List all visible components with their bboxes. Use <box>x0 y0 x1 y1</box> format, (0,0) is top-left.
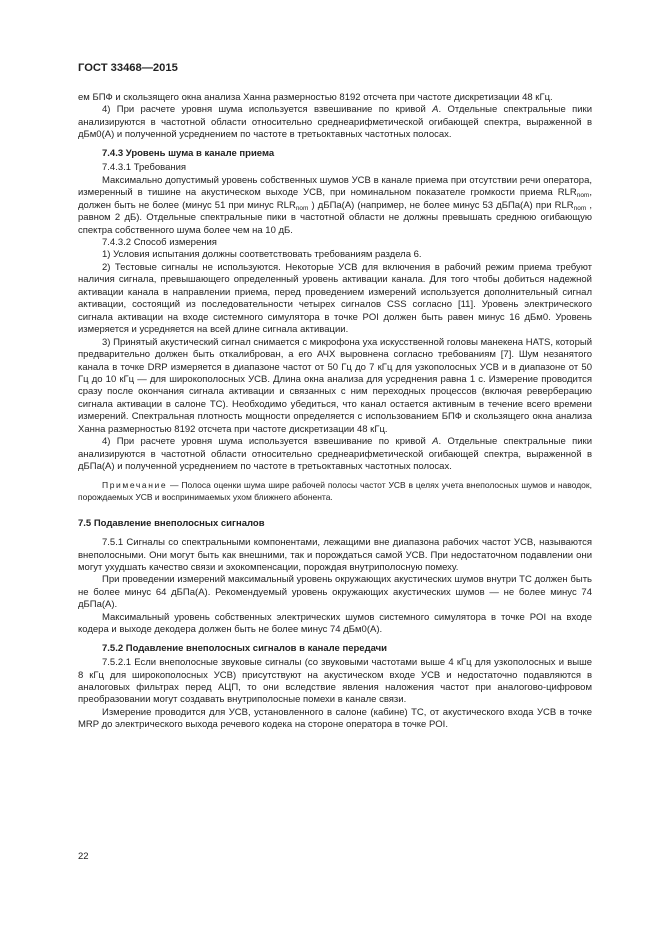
text-run: 7.5 Подавление внеполосных сигналов <box>78 517 265 529</box>
text-run: 2) Тестовые сигналы не используются. Некоторые УСВ для включения в рабочий режим приема требуют наличия сигнала, превышающего определенный уровень активации канала. Для того чтобы добиться надежной активации канала в направлении приема, перед проведением измерений используется дополнительный сигнал активации, состоящий из последовательности четырех сигналов CSS согласно [11]. Уровень электрического сигнала активации на входе системного симулятора в точке POI должен быть равен минус 16 дБм0. Уровень измеряется и усредняется на всей длине сигнала активации. <box>78 261 592 336</box>
paragraph <box>78 537 592 574</box>
text-run: 7.4.3.2 Способ измерения <box>102 236 217 248</box>
text-run: 7.4.3.1 Требования <box>102 162 187 174</box>
text-run: 4) При расчете уровня шума используется взвешивание по кривой <box>102 104 433 116</box>
paragraph <box>78 104 592 141</box>
text-run: При проведении измерений максимальный уровень окружающих акустических шумов внутри ТС должен быть не более минус 64 дБПа(А). Рекомендуемый уровень окружающих акустических шумов — не более минус 74 дБПа(А). <box>78 574 592 611</box>
text-run: 7.5.2.1 Если внеполосные звуковые сигналы (со звуковыми частотами выше 4 кГц для узкополосных и выше 8 кГц для широкополосных УСВ) присутствуют на акустическом входе УСВ и недостаточно подавляются в аналоговых фильтрах перед АЦП, то они вследствие явления наложения частот при аналогово-цифровом преобразовании могут создавать внутриполосные помехи в канале связи. <box>78 657 592 706</box>
italic-text: А <box>432 104 439 116</box>
paragraph <box>78 175 592 237</box>
paragraph <box>78 249 592 261</box>
paragraph <box>78 162 592 174</box>
text-run: Измерение проводится для УСВ, установленного в салоне (кабине) ТС, от акустического входа УСВ в точке MRP до электрического выхода речевого кодека на стороне оператора в точке POI. <box>78 706 592 731</box>
text-run: — Полоса оценки шума шире рабочей полосы частот УСВ в целях учета внеполосных шумов и наводок, порождаемых УСВ и воспринимаемых ухом ближнего абонента. <box>78 479 592 502</box>
text-run: 7.4.3 Уровень шума в канале приема <box>102 147 275 159</box>
page-number: 22 <box>78 851 89 862</box>
note <box>78 479 592 503</box>
subscript: nom <box>573 204 587 212</box>
subscript: nom <box>295 204 309 212</box>
text-run: 4) При расчете уровня шума используется взвешивание по кривой <box>102 436 433 448</box>
subsection-heading <box>78 643 592 655</box>
text-run: Максимально допустимый уровень собственных шумов УСВ в канале приема при отсутствии речи оператора, измеренный в тишине на акустическом выходе УСВ, при номинальном показателе громкости приема RLR <box>78 174 592 199</box>
section-heading <box>78 518 592 530</box>
text-run: . Отдельные спектральные пики анализируются в частотной области относительно среднеарифметической огибающей спектра, выраженной в дБм0(А) и полученной усреднением по частоте в третьоктавных частотных полосах. <box>78 104 593 141</box>
note-label: Примечание <box>102 479 168 490</box>
subscript: nom <box>576 192 590 200</box>
subsection-heading <box>78 148 592 160</box>
paragraph <box>78 436 592 473</box>
text-run: ) дБПа(А) (например, не более минус 53 дБПа(А) при RLR <box>308 199 574 211</box>
document-body <box>78 92 592 732</box>
paragraph <box>78 707 592 732</box>
text-run: , должен быть не более (минус 51 при минус RLR <box>78 187 592 211</box>
paragraph <box>78 657 592 707</box>
text-run: Максимальный уровень собственных электрических шумов системного симулятора в точке POI на входе кодера и выходе декодера должен быть не более минус 74 дБм0(А). <box>78 611 592 636</box>
text-run: ем БПФ и скользящего окна анализа Ханна размерностью 8192 отсчета при частоте дискретизации 48 кГц. <box>78 92 553 103</box>
paragraph <box>78 262 592 337</box>
italic-text: А <box>432 436 439 448</box>
paragraph <box>78 574 592 611</box>
text-run: . Отдельные спектральные пики анализируются в частотной области относительно среднеарифметической огибающей спектра, выраженной в дБПа(А) и полученной усреднением по частоте в третьоктавных частотных полосах. <box>78 436 593 473</box>
paragraph <box>78 337 592 437</box>
text-run: 1) Условия испытания должны соответствовать требованиям раздела 6. <box>102 249 422 261</box>
text-run: , равном 2 дБ). Отдельные спектральные пики в частотной области не должны превышать среднюю огибающую спектра собственного шума более чем на 10 дБ. <box>78 199 592 236</box>
paragraph <box>78 612 592 637</box>
text-run: 7.5.1 Сигналы со спектральными компонентами, лежащими вне диапазона рабочих частот УСВ, называются внеполосными. Они могут быть как внешними, так и порождаться самой УСВ. При недостаточном подавлении они могут ухудшать качество связи и эхокомпенсации, порождая внутриполосную помеху. <box>78 537 592 573</box>
text-run: 3) Принятый акустический сигнал снимается с микрофона уха искусственной головы манекена HATS, который предварительно должен быть откалиброван, а его АЧХ выровнена согласно требованиям [7]. Шум незанятого канала в точке DRP измеряется в диапазоне частот от 50 Гц до 7 кГц для узкополосных УСВ и в диапазоне от 50 Гц до 10 кГц — для широкополосных УСВ. Длина окна анализа для усреднения равна 1 с. Измерение проводится сразу после окончания сигнала активации и связанных с ним переходных процессов (включая реверберацию сигнала активации в салоне ТС). Необходимо убедиться, что канал остается активным в течение всего времени измерений. Спектральная плотность мощности определяется с использованием БПФ и скользящего окна анализа Ханна размерностью 8192 отсчета при частоте дискретизации 48 кГц. <box>78 336 592 435</box>
paragraph <box>78 237 592 249</box>
text-run: 7.5.2 Подавление внеполосных сигналов в канале передачи <box>102 642 388 654</box>
standard-header: ГОСТ 33468—2015 <box>78 62 178 74</box>
paragraph <box>78 92 592 104</box>
